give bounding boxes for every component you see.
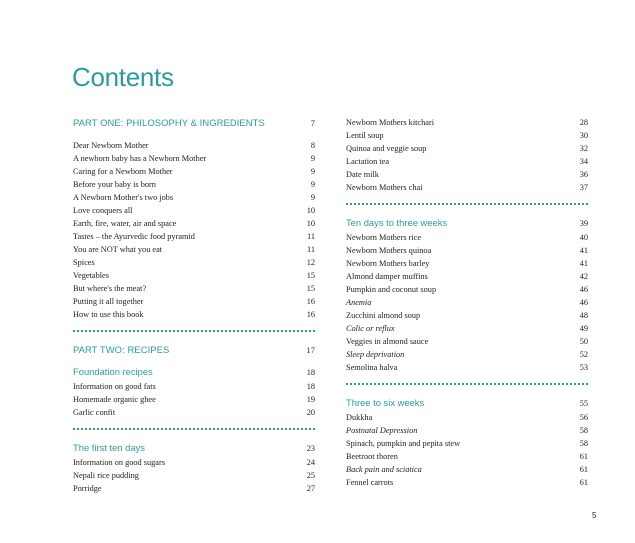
entry-title: Back pain and sciatica bbox=[346, 465, 422, 474]
entry-title: Dukkha bbox=[346, 413, 373, 422]
entry-title: Spinach, pumpkin and pepita stew bbox=[346, 439, 461, 448]
entry-page: 58 bbox=[579, 426, 588, 435]
entry-page: 56 bbox=[579, 413, 588, 422]
entry-list bbox=[346, 231, 588, 374]
entry-title: Anemia bbox=[346, 298, 372, 307]
entry-title: Tastes – the Ayurvedic food pyramid bbox=[73, 232, 195, 241]
contents-entry[interactable] bbox=[73, 243, 315, 256]
entry-page: 10 bbox=[306, 206, 315, 215]
contents-right-column bbox=[346, 116, 588, 489]
entry-page: 48 bbox=[579, 311, 588, 320]
entry-page: 16 bbox=[306, 297, 315, 306]
contents-entry[interactable] bbox=[346, 244, 588, 257]
entry-title: Vegetables bbox=[73, 271, 109, 280]
entry-page: 11 bbox=[307, 245, 315, 254]
entry-list bbox=[73, 380, 315, 419]
entry-page: 25 bbox=[306, 471, 315, 480]
page-ref: 17 bbox=[306, 346, 315, 355]
section-heading[interactable] bbox=[346, 396, 588, 411]
page-ref: 7 bbox=[310, 119, 315, 128]
entry-page: 28 bbox=[579, 118, 588, 127]
entry-title: Dear Newborn Mother bbox=[73, 141, 149, 150]
section-heading[interactable] bbox=[73, 365, 315, 380]
entry-title: Sleep deprivation bbox=[346, 350, 405, 359]
contents-entry[interactable] bbox=[346, 424, 588, 437]
contents-entry[interactable] bbox=[73, 217, 315, 230]
entry-list bbox=[73, 456, 315, 495]
section-heading[interactable] bbox=[346, 216, 588, 231]
contents-entry[interactable] bbox=[346, 335, 588, 348]
contents-entry[interactable] bbox=[73, 393, 315, 406]
contents-entry[interactable] bbox=[346, 450, 588, 463]
entry-page: 9 bbox=[310, 167, 315, 176]
contents-entry[interactable] bbox=[73, 469, 315, 482]
entry-title: But where's the meat? bbox=[73, 284, 147, 293]
contents-entry[interactable] bbox=[346, 348, 588, 361]
entry-page: 11 bbox=[307, 232, 315, 241]
entry-page: 50 bbox=[579, 337, 588, 346]
part-heading-label: PART ONE: PHILOSOPHY & INGREDIENTS bbox=[73, 117, 265, 128]
contents-entry[interactable] bbox=[346, 142, 588, 155]
entry-page: 15 bbox=[306, 271, 315, 280]
contents-entry[interactable] bbox=[73, 230, 315, 243]
entry-page: 41 bbox=[579, 246, 588, 255]
entry-page: 18 bbox=[306, 382, 315, 391]
entry-list bbox=[346, 116, 588, 194]
contents-entry[interactable] bbox=[73, 178, 315, 191]
section-heading-label: The first ten days bbox=[73, 442, 145, 453]
entry-page: 19 bbox=[306, 395, 315, 404]
entry-title: Porridge bbox=[73, 484, 102, 493]
entry-page: 61 bbox=[579, 452, 588, 461]
entry-title: Before your baby is born bbox=[73, 180, 156, 189]
contents-entry[interactable] bbox=[73, 269, 315, 282]
contents-entry[interactable] bbox=[346, 361, 588, 374]
entry-page: 9 bbox=[310, 193, 315, 202]
entry-title: Newborn Mothers quinoa bbox=[346, 246, 432, 255]
entry-title: Information on good fats bbox=[73, 382, 156, 391]
dotted-divider bbox=[73, 330, 315, 332]
contents-entry[interactable] bbox=[346, 168, 588, 181]
entry-title: Colic or reflux bbox=[346, 324, 395, 333]
entry-title: Postnatal Depression bbox=[346, 426, 418, 435]
contents-entry[interactable] bbox=[73, 256, 315, 269]
entry-page: 46 bbox=[579, 285, 588, 294]
entry-title: Lentil soup bbox=[346, 131, 384, 140]
entry-page: 30 bbox=[579, 131, 588, 140]
entry-title: Semolina halva bbox=[346, 363, 398, 372]
entry-title: How to use this book bbox=[73, 310, 144, 319]
entry-title: Newborn Mothers kitchari bbox=[346, 118, 435, 127]
entry-title: Newborn Mothers rice bbox=[346, 233, 422, 242]
entry-page: 27 bbox=[306, 484, 315, 493]
contents-entry[interactable] bbox=[73, 152, 315, 165]
entry-title: You are NOT what you eat bbox=[73, 245, 163, 254]
entry-page: 49 bbox=[579, 324, 588, 333]
entry-title: A Newborn Mother's two jobs bbox=[73, 193, 174, 202]
entry-page: 61 bbox=[579, 465, 588, 474]
entry-page: 10 bbox=[306, 219, 315, 228]
contents-entry[interactable] bbox=[346, 309, 588, 322]
contents-entry[interactable] bbox=[73, 191, 315, 204]
contents-entry[interactable] bbox=[73, 165, 315, 178]
entry-title: Lactation tea bbox=[346, 157, 390, 166]
page-ref: 23 bbox=[306, 444, 315, 453]
entry-title: Earth, fire, water, air and space bbox=[73, 219, 177, 228]
entry-title: Homemade organic ghee bbox=[73, 395, 156, 404]
entry-page: 12 bbox=[306, 258, 315, 267]
section-heading-label: Three to six weeks bbox=[346, 397, 425, 408]
contents-entry[interactable] bbox=[73, 456, 315, 469]
entry-title: Date milk bbox=[346, 170, 379, 179]
entry-title: Newborn Mothers barley bbox=[346, 259, 430, 268]
contents-entry[interactable] bbox=[346, 270, 588, 283]
entry-page: 9 bbox=[310, 180, 315, 189]
page-ref: 55 bbox=[579, 399, 588, 408]
entry-page: 42 bbox=[579, 272, 588, 281]
entry-page: 58 bbox=[579, 439, 588, 448]
contents-entry[interactable] bbox=[346, 257, 588, 270]
entry-title: Almond damper muffins bbox=[346, 272, 428, 281]
entry-page: 41 bbox=[579, 259, 588, 268]
contents-entry[interactable] bbox=[346, 437, 588, 450]
entry-page: 32 bbox=[579, 144, 588, 153]
contents-entry[interactable] bbox=[346, 155, 588, 168]
section-heading-label: Ten days to three weeks bbox=[346, 217, 448, 228]
contents-entry[interactable] bbox=[346, 322, 588, 335]
entry-title: Newborn Mothers chai bbox=[346, 183, 423, 192]
entry-title: Garlic confit bbox=[73, 408, 116, 417]
contents-entry[interactable] bbox=[346, 463, 588, 476]
section-heading[interactable] bbox=[73, 441, 315, 456]
entry-title: Nepali rice pudding bbox=[73, 471, 139, 480]
page-number: 5 bbox=[592, 511, 597, 520]
part-heading-label: PART TWO: RECIPES bbox=[73, 344, 170, 355]
contents-entry[interactable] bbox=[346, 231, 588, 244]
entry-page: 8 bbox=[310, 141, 315, 150]
entry-title: Fennel carrots bbox=[346, 478, 394, 487]
entry-page: 9 bbox=[310, 154, 315, 163]
entry-title: Veggies in almond sauce bbox=[346, 337, 429, 346]
entry-title: Love conquers all bbox=[73, 206, 133, 215]
entry-title: Information on good sugars bbox=[73, 458, 165, 467]
dotted-divider bbox=[346, 203, 588, 205]
entry-list bbox=[73, 139, 315, 321]
part-heading[interactable] bbox=[73, 116, 315, 131]
entry-page: 34 bbox=[579, 157, 588, 166]
entry-title: Beetroot thoren bbox=[346, 452, 398, 461]
entry-page: 53 bbox=[579, 363, 588, 372]
entry-page: 15 bbox=[306, 284, 315, 293]
entry-page: 61 bbox=[579, 478, 588, 487]
contents-entry[interactable] bbox=[346, 116, 588, 129]
dotted-divider bbox=[73, 428, 315, 430]
contents-left-column bbox=[73, 116, 315, 495]
contents-entry[interactable] bbox=[73, 139, 315, 152]
entry-page: 36 bbox=[579, 170, 588, 179]
contents-entry[interactable] bbox=[73, 308, 315, 321]
page-title: Contents bbox=[72, 62, 174, 92]
entry-title: A newborn baby has a Newborn Mother bbox=[73, 154, 207, 163]
dotted-divider bbox=[346, 383, 588, 385]
section-heading-label: Foundation recipes bbox=[73, 366, 153, 377]
entry-page: 40 bbox=[579, 233, 588, 242]
entry-list bbox=[346, 411, 588, 489]
entry-page: 52 bbox=[579, 350, 588, 359]
entry-title: Quinoa and veggie soup bbox=[346, 144, 427, 153]
entry-title: Pumpkin and coconut soup bbox=[346, 285, 437, 294]
entry-title: Caring for a Newborn Mother bbox=[73, 167, 173, 176]
contents-entry[interactable] bbox=[73, 204, 315, 217]
entry-page: 46 bbox=[579, 298, 588, 307]
entry-page: 24 bbox=[306, 458, 315, 467]
contents-entry[interactable] bbox=[346, 411, 588, 424]
page-ref: 18 bbox=[306, 368, 315, 377]
entry-page: 37 bbox=[579, 183, 588, 192]
contents-entry[interactable] bbox=[346, 476, 588, 489]
contents-entry[interactable] bbox=[73, 406, 315, 419]
entry-title: Zucchini almond soup bbox=[346, 311, 421, 320]
contents-entry[interactable] bbox=[73, 295, 315, 308]
contents-entry[interactable] bbox=[73, 482, 315, 495]
entry-page: 16 bbox=[306, 310, 315, 319]
page-ref: 39 bbox=[579, 219, 588, 228]
contents-entry[interactable] bbox=[346, 129, 588, 142]
contents-entry[interactable] bbox=[346, 296, 588, 309]
entry-title: Spices bbox=[73, 258, 95, 267]
contents-entry[interactable] bbox=[73, 282, 315, 295]
contents-entry[interactable] bbox=[346, 283, 588, 296]
part-heading[interactable] bbox=[73, 343, 315, 358]
contents-entry[interactable] bbox=[73, 380, 315, 393]
entry-page: 20 bbox=[306, 408, 315, 417]
entry-title: Putting it all together bbox=[73, 297, 144, 306]
contents-entry[interactable] bbox=[346, 181, 588, 194]
